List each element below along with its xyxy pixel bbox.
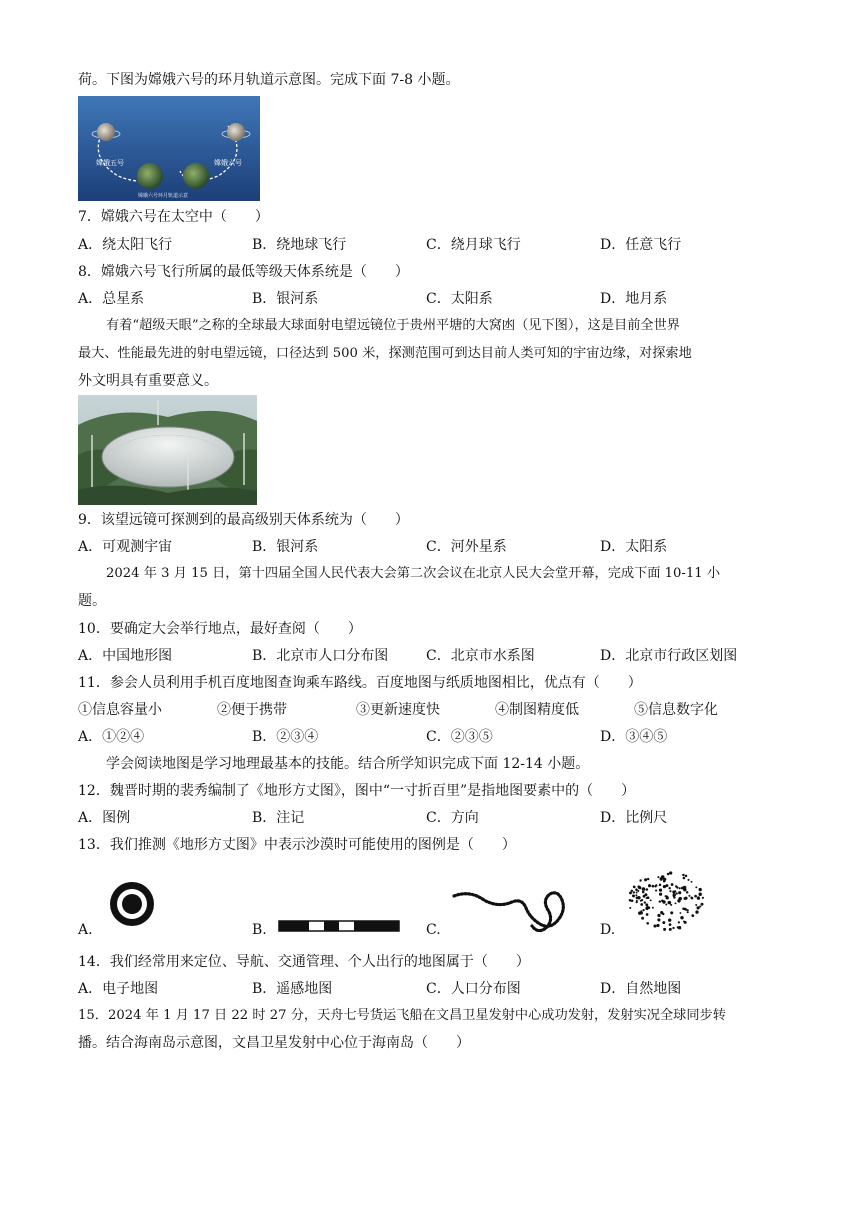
- congress-passage-line-2: 题。: [78, 593, 106, 609]
- fast-passage-line-1: 有着“超级天眼”之称的全球最大球面射电望远镜位于贵州平塘的大窝凼（见下图），这是目前全世界: [106, 318, 680, 333]
- q14-option-b: B．遥感地图: [252, 981, 333, 997]
- q9-option-a: A．可观测宇宙: [78, 539, 173, 555]
- q12-option-b: B．注记: [252, 810, 305, 826]
- q13-option-a: A.: [78, 922, 93, 938]
- q9-stem: 9．该望远镜可探测到的最高级别天体系统为（ ）: [78, 512, 409, 528]
- q11-item-5: ⑤信息数字化: [634, 702, 718, 718]
- q10-option-c: C．北京市水系图: [426, 648, 535, 664]
- q13-option-b: B.: [252, 922, 267, 938]
- orbit-diagram-image: [78, 96, 260, 201]
- q14-option-c: C．人口分布图: [426, 981, 521, 997]
- q7-option-b: B．绕地球飞行: [252, 237, 347, 253]
- fast-telescope-image: [78, 395, 257, 505]
- bullseye-legend-symbol: [106, 878, 158, 930]
- q7-stem: 7．嫦娥六号在太空中（ ）: [78, 209, 269, 225]
- q14-option-a: A．电子地图: [78, 981, 159, 997]
- q7-option-c: C．绕月球飞行: [426, 237, 521, 253]
- q9-option-b: B．银河系: [252, 539, 319, 555]
- q12-option-d: D．比例尺: [600, 810, 668, 826]
- q11-option-c: C．②③⑤: [426, 729, 493, 745]
- stippled-desert-legend-symbol: [626, 868, 708, 934]
- q11-option-b: B．②③④: [252, 729, 319, 745]
- q11-item-3: ③更新速度快: [356, 702, 440, 718]
- q14-stem: 14．我们经常用来定位、导航、交通管理、个人出行的地图属于（ ）: [78, 954, 530, 970]
- orbit-label-left: 嫦娥五号: [96, 159, 124, 167]
- q10-option-b: B．北京市人口分布图: [252, 648, 389, 664]
- q10-option-d: D．北京市行政区划图: [600, 648, 738, 664]
- q11-item-4: ④制图精度低: [495, 702, 579, 718]
- fast-passage-line-3: 外文明具有重要意义。: [78, 373, 218, 389]
- q11-option-d: D．③④⑤: [600, 729, 668, 745]
- dotted-river-legend-symbol: [450, 878, 576, 936]
- q15-stem-line-1: 15．2024 年 1 月 17 日 22 时 27 分，天舟七号货运飞船在文昌卫星发射中心成功发射，发射实况全球同步转: [78, 1008, 726, 1023]
- map-passage: 学会阅读地图是学习地理最基本的技能。结合所学知识完成下面 12-14 小题。: [106, 756, 590, 772]
- q9-option-c: C．河外星系: [426, 539, 507, 555]
- q8-option-d: D．地月系: [600, 291, 668, 307]
- q14-option-d: D．自然地图: [600, 981, 682, 997]
- q11-item-1: ①信息容量小: [78, 702, 162, 718]
- q10-option-a: A．中国地形图: [78, 648, 173, 664]
- q8-stem: 8．嫦娥六号飞行所属的最低等级天体系统是（ ）: [78, 264, 409, 280]
- q8-option-c: C．太阳系: [426, 291, 493, 307]
- q7-option-d: D．任意飞行: [600, 237, 682, 253]
- q11-option-a: A．①②④: [78, 729, 145, 745]
- q13-option-c: C.: [426, 922, 441, 938]
- q13-option-d: D.: [600, 922, 616, 938]
- q12-option-a: A．图例: [78, 810, 131, 826]
- q11-stem: 11．参会人员利用手机百度地图查询乘车路线。百度地图与纸质地图相比，优点有（ ）: [78, 675, 642, 691]
- orbit-caption: 嫦娥六号环月轨道示意: [138, 193, 189, 199]
- q8-option-a: A．总星系: [78, 291, 145, 307]
- scale-bar-legend-symbol: [278, 920, 400, 932]
- q12-option-c: C．方向: [426, 810, 479, 826]
- orbit-label-right: 嫦娥六号: [214, 159, 242, 167]
- q11-item-2: ②便于携带: [217, 702, 287, 718]
- fast-passage-line-2: 最大、性能最先进的射电望远镜，口径达到 500 米，探测范围可到达目前人类可知的宇宙边缘，对探索地: [78, 346, 692, 361]
- q7-option-a: A．绕太阳飞行: [78, 237, 173, 253]
- intro-text: 荷。下图为嫦娥六号的环月轨道示意图。完成下面 7-8 小题。: [78, 72, 460, 88]
- q10-stem: 10．要确定大会举行地点，最好查阅（ ）: [78, 621, 362, 637]
- q8-option-b: B．银河系: [252, 291, 319, 307]
- q13-stem: 13．我们推测《地形方丈图》中表示沙漠时可能使用的图例是（ ）: [78, 837, 516, 853]
- congress-passage-line-1: 2024 年 3 月 15 日，第十四届全国人民代表大会第二次会议在北京人民大会堂开幕，完成下面 10-11 小: [106, 566, 721, 581]
- q12-stem: 12．魏晋时期的裴秀编制了《地形方丈图》，图中“一寸折百里”是指地图要素中的（ ）: [78, 783, 636, 799]
- q9-option-d: D．太阳系: [600, 539, 668, 555]
- q15-stem-line-2: 播。结合海南岛示意图，文昌卫星发射中心位于海南岛（ ）: [78, 1035, 470, 1051]
